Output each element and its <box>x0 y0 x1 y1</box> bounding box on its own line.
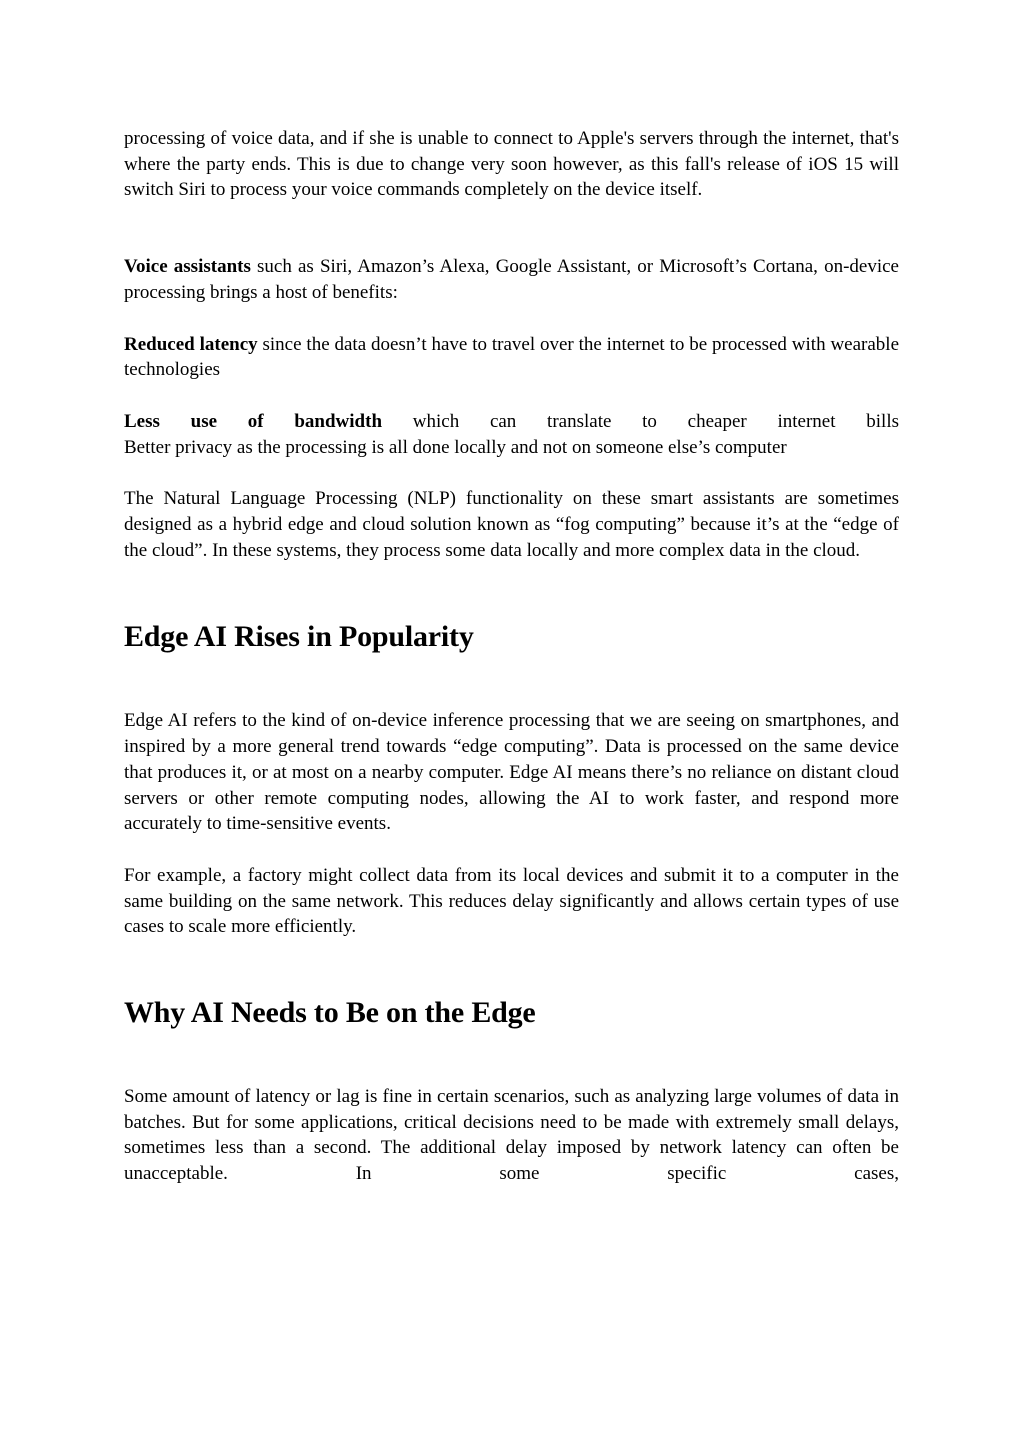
paragraph-latency-scenarios: Some amount of latency or lag is fine in certain scenarios, such as analyzing large volumes of data in batches. But for some applications, critical decisions need to be made with extremely small delays, sometimes less than a second. The additional delay imposed by network latency can often be unacceptable. In some specific cases, <box>124 1086 899 1185</box>
heading-edge-ai-rises: Edge AI Rises in Popularity <box>124 620 474 654</box>
voice-assistants-text: such as Siri, Amazon’s Alexa, Google Assistant, or Microsoft’s Cortana, on-device processing brings a host of benefits: <box>124 256 899 303</box>
paragraph-bandwidth <box>124 409 899 435</box>
document-body <box>124 126 899 1187</box>
paragraph-edge-ai-definition: Edge AI refers to the kind of on-device inference processing that we are seeing on smartphones, and inspired by a more general trend towards “edge computing”. Data is processed on the same device that produces it, or at most on a nearby computer. Edge AI means there’s no reliance on distant cloud servers or other remote computing nodes, allowing the AI to work faster, and respond more accurately to time-sensitive events. <box>124 710 899 835</box>
paragraph-nlp-fog-computing: The Natural Language Processing (NLP) functionality on these smart assistants are sometimes designed as a hybrid edge and cloud solution known as “fog computing” because it’s at the “edge of the cloud”. In these systems, they process some data locally and more complex data in the cloud. <box>124 488 899 561</box>
paragraph-better-privacy: Better privacy as the processing is all done locally and not on someone else’s computer <box>124 436 787 458</box>
bandwidth-lead: Less use of bandwidth <box>124 410 383 432</box>
paragraph-voice-assistants <box>124 254 899 305</box>
reduced-latency-text: since the data doesn’t have to travel over the internet to be processed with wearable technologies <box>124 333 899 381</box>
voice-assistants-lead: Voice assistants <box>124 256 251 278</box>
bandwidth-text: which can translate to cheaper internet bills <box>382 410 899 432</box>
paragraph-factory-example: For example, a factory might collect data from its local devices and submit it to a computer in the same building on the same network. This reduces delay significantly and allows certain types of use cases to scale more efficiently. <box>124 864 899 938</box>
reduced-latency-lead: Reduced latency <box>124 333 258 355</box>
heading-why-ai-edge: Why AI Needs to Be on the Edge <box>124 996 536 1030</box>
paragraph-reduced-latency <box>124 332 899 383</box>
paragraph-siri-processing: processing of voice data, and if she is unable to connect to Apple's servers through the internet, that's where the party ends. This is due to change very soon however, as this fall's release of iOS 15 will switch Siri to process your voice commands completely on the device itself. <box>124 128 899 201</box>
